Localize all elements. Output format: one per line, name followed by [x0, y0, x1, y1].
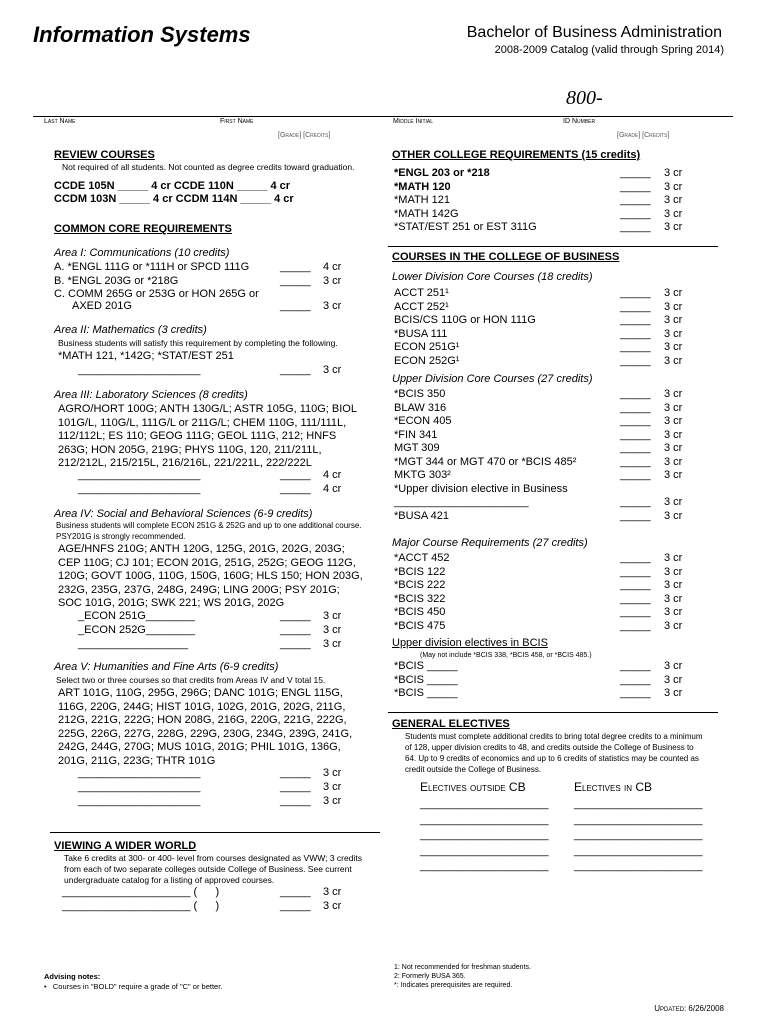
lower-grade-blank[interactable]: _____	[620, 287, 651, 299]
upper-course: MKTG 303²	[394, 469, 451, 481]
area1-course-b: B. *ENGL 203G or *218G	[54, 275, 179, 287]
area5-note: Select two or three courses so that credits from Areas IV and V total 15.	[56, 675, 326, 685]
major-credits: 3 cr	[664, 565, 683, 578]
bcis-course: *BCIS _____	[394, 673, 458, 686]
major-grade-blank[interactable]: _____	[620, 606, 651, 618]
footnote-1: 1: Not recommended for freshman students.	[394, 964, 531, 971]
bcis-grade-blank[interactable]: _____	[620, 660, 651, 672]
other-course: *MATH 120	[394, 180, 451, 193]
upper-course: *BUSA 421	[394, 509, 450, 522]
other-credits: 3 cr	[664, 167, 683, 179]
upper-course: *Upper division elective in Business	[394, 482, 568, 495]
vww-note: Take 6 credits at 300- or 400- level from courses designated as VWW; 3 credits from each of two separate colleges outside College of Business. See current undergraduate catalog for a listing of approved courses.	[64, 853, 362, 885]
updated-date: Updated: 6/26/2008	[654, 1004, 724, 1013]
other-course: *ENGL 203 or *218	[394, 167, 490, 179]
degree-title: Bachelor of Business Administration	[466, 24, 722, 41]
area2-title: Area II: Mathematics (3 credits)	[54, 324, 207, 336]
major-grade-blank[interactable]: _____	[620, 552, 651, 564]
lower-credits: 3 cr	[664, 354, 683, 367]
general-note: Students must complete additional credits to bring total degree credits to a minimum of 128, upper division credits to 48, and credits outside the College of Business to 64. Up to 9 credits of economics and up to 6 credits of statistics may be counted as credit outside the College of Business.	[405, 732, 703, 774]
major-course: *BCIS 475	[394, 619, 446, 632]
id-number-label: ID Number	[563, 118, 596, 125]
area5-crblank-3[interactable]: _____	[280, 795, 311, 807]
area4-course-1[interactable]: _ECON 251G________	[78, 610, 195, 622]
upper-grade-blank[interactable]: _____	[620, 401, 651, 414]
review-row-1: CCDE 105N _____ 4 cr CCDE 110N _____ 4 cr	[54, 180, 291, 192]
area4-course-3[interactable]: __________________	[78, 638, 189, 650]
lower-grade-blank[interactable]: _____	[620, 341, 651, 353]
area2-blank[interactable]: ____________________	[78, 364, 201, 376]
footnote-3: *: Indicates prerequisites are required.	[394, 982, 513, 989]
area5-blank-1[interactable]: ____________________	[78, 767, 201, 779]
vww-cr-1: 3 cr	[323, 886, 342, 898]
lower-credits: 3 cr	[664, 341, 683, 353]
electives-outside-blanks[interactable]: _____________________ _____________________ _____________________ _____________________ _____________________	[420, 798, 549, 872]
upper-course: *BCIS 350	[394, 388, 446, 400]
grade-credits-left: [Grade] [Credits]	[278, 132, 331, 139]
bcis-credits: 3 cr	[664, 673, 683, 686]
upper-grade-blank[interactable]: _____	[620, 388, 651, 400]
major-course: *BCIS 122	[394, 565, 446, 578]
area3-text: AGRO/HORT 100G; ANTH 130G/L; ASTR 105G, 110G; BIOL 101G/L, 110G/L, 111G/L or 211G/L; CHEM 110G, 111/111L, 112/112L; ES 110; GEOG 111G; GEOL 111G, 212; HNFS 263G; HON 205G, 219G; PHYS 110G, 120, 211/211L, 212/212L, 215/215L, 216/216L, 221/221L, 222/222L	[58, 403, 357, 470]
major-credits: 3 cr	[664, 552, 683, 564]
footnote-2: 2: Formerly BUSA 365.	[394, 973, 466, 980]
electives-in-blanks[interactable]: _____________________ _____________________ _____________________ _____________________ _____________________	[574, 798, 703, 872]
area5-crblank-2[interactable]: _____	[280, 781, 311, 793]
page-title: Information Systems	[33, 22, 251, 47]
lower-credits: 3 cr	[664, 314, 683, 326]
area5-cr-1: 3 cr	[323, 767, 342, 779]
area4-title: Area IV: Social and Behavioral Sciences (6-9 credits)	[54, 508, 313, 520]
lower-credits: 3 cr	[664, 327, 683, 340]
other-credits: 3 cr	[664, 207, 683, 220]
area4-note: Business students will complete ECON 251G & 252G and up to one additional course. PSY201G is strongly recommended.	[56, 521, 362, 541]
upper-credits: 3 cr	[664, 428, 683, 441]
area3-crblank-2[interactable]: _____	[280, 483, 311, 495]
upper-grade-blank[interactable]: _____	[620, 428, 651, 441]
last-name-label: Last Name	[44, 118, 76, 125]
bcis-course: *BCIS _____	[394, 687, 458, 699]
vww-crblank-2[interactable]: _____	[280, 900, 311, 912]
area1-cr-b: 3 cr	[323, 275, 342, 287]
area3-crblank-1[interactable]: _____	[280, 469, 311, 481]
major-credits: 3 cr	[664, 619, 683, 632]
area4-crblank-3[interactable]: _____	[280, 638, 311, 650]
upper-credits: 3 cr	[664, 442, 683, 454]
cob-title: COURSES IN THE COLLEGE OF BUSINESS	[392, 251, 620, 263]
bcis-grade-blank[interactable]: _____	[620, 687, 651, 699]
upper-grade-blank[interactable]: _____	[620, 415, 651, 427]
major-grade-blank[interactable]: _____	[620, 619, 651, 632]
area2-course: *MATH 121, *142G; *STAT/EST 251	[58, 350, 234, 362]
area1-title: Area I: Communications (10 credits)	[54, 247, 230, 259]
other-grade-blank[interactable]: _____	[620, 167, 651, 179]
upper-grade-blank[interactable]: _____	[620, 455, 651, 468]
area4-cr-2: 3 cr	[323, 624, 342, 636]
first-name-label: First Name	[220, 118, 254, 125]
area1-course-a: A. *ENGL 111G or *111H or SPCD 111G	[54, 261, 250, 273]
area5-title: Area V: Humanities and Fine Arts (6-9 credits)	[54, 661, 279, 673]
area5-crblank-1[interactable]: _____	[280, 767, 311, 779]
upper-credits: 3 cr	[664, 455, 683, 468]
area3-cr-1: 4 cr	[323, 469, 342, 481]
other-title: OTHER COLLEGE REQUIREMENTS (15 credits)	[392, 149, 641, 161]
major-grade-blank[interactable]: _____	[620, 565, 651, 578]
upper-grade-blank[interactable]: _____	[620, 509, 651, 522]
upper-credits: 3 cr	[664, 415, 683, 427]
area3-blank-1[interactable]: ____________________	[78, 469, 201, 481]
area1-course-c2: AXED 201G	[72, 300, 132, 312]
grade-credits-right: [Grade] [Credits]	[617, 132, 670, 139]
major-grade-blank[interactable]: _____	[620, 592, 651, 605]
review-note: Not required of all students. Not counted as degree credits toward graduation.	[62, 162, 355, 172]
upper-title: Upper Division Core Courses (27 credits)	[392, 373, 593, 385]
review-row-2: CCDM 103N _____ 4 cr CCDM 114N _____ 4 cr	[54, 193, 294, 205]
upper-course: ______________________	[394, 496, 529, 508]
area1-cr-a: 4 cr	[323, 261, 342, 273]
other-grade-blank[interactable]: _____	[620, 207, 651, 220]
upper-credits: 3 cr	[664, 401, 683, 414]
area4-cr-1: 3 cr	[323, 610, 342, 622]
vww-title: VIEWING A WIDER WORLD	[54, 840, 197, 852]
area5-blank-3[interactable]: ____________________	[78, 795, 201, 807]
bcis-title: Upper division electives in BCIS	[392, 637, 548, 649]
id-prefix: 800-	[566, 87, 603, 109]
other-course: *MATH 142G	[394, 207, 459, 220]
area3-blank-2[interactable]: ____________________	[78, 483, 201, 495]
other-grade-blank[interactable]: _____	[620, 221, 651, 233]
advising-bullet: • Courses in "BOLD" require a grade of "C" or better.	[44, 982, 223, 991]
upper-grade-blank[interactable]: _____	[620, 496, 651, 508]
major-course: *BCIS 450	[394, 606, 446, 618]
lower-course: ACCT 251¹	[394, 287, 449, 299]
major-credits: 3 cr	[664, 592, 683, 605]
other-credits: 3 cr	[664, 221, 683, 233]
upper-credits: 3 cr	[664, 469, 683, 481]
major-credits: 3 cr	[664, 606, 683, 618]
area3-cr-2: 4 cr	[323, 483, 342, 495]
area5-cr-3: 3 cr	[323, 795, 342, 807]
vww-crblank-1[interactable]: _____	[280, 886, 311, 898]
cob-top-rule	[388, 246, 718, 247]
core-title: COMMON CORE REQUIREMENTS	[54, 223, 232, 235]
name-line[interactable]	[33, 116, 733, 117]
other-grade-blank[interactable]: _____	[620, 180, 651, 193]
area4-crblank-1[interactable]: _____	[280, 610, 311, 622]
area3-title: Area III: Laboratory Sciences (8 credits)	[54, 389, 248, 401]
area5-blank-2[interactable]: ____________________	[78, 781, 201, 793]
upper-course: BLAW 316	[394, 401, 447, 414]
upper-grade-blank[interactable]: _____	[620, 469, 651, 481]
area1-course-c: C. COMM 265G or 253G or HON 265G or	[54, 288, 259, 300]
vww-blank-2[interactable]: _____________________ ( )	[62, 900, 220, 912]
vww-blank-1[interactable]: _____________________ ( )	[62, 886, 220, 898]
bcis-credits: 3 cr	[664, 687, 683, 699]
lower-title: Lower Division Core Courses (18 credits)	[392, 271, 593, 283]
middle-initial-label: Middle Initial	[393, 118, 434, 125]
bcis-grade-blank[interactable]: _____	[620, 673, 651, 686]
major-course: *ACCT 452	[394, 552, 450, 564]
major-title: Major Course Requirements (27 credits)	[392, 537, 588, 549]
area2-cr-blank[interactable]: _____	[280, 364, 311, 376]
major-course: *BCIS 222	[394, 579, 446, 591]
other-grade-blank[interactable]: _____	[620, 194, 651, 206]
area4-course-2[interactable]: _ECON 252G________	[78, 624, 195, 636]
area2-note: Business students will satisfy this requirement by completing the following.	[58, 338, 338, 348]
lower-course: *BUSA 111	[394, 327, 448, 340]
area5-cr-2: 3 cr	[323, 781, 342, 793]
upper-course: *MGT 344 or MGT 470 or *BCIS 485²	[394, 455, 577, 468]
other-credits: 3 cr	[664, 180, 683, 193]
area1-blank-a[interactable]: _____	[280, 261, 311, 273]
lower-course: ECON 251G¹	[394, 341, 460, 353]
lower-credits: 3 cr	[664, 287, 683, 299]
advising-title: Advising notes:	[44, 972, 101, 981]
area4-text: AGE/HNFS 210G; ANTH 120G, 125G, 201G, 202G, 203G; CEP 110G; CJ 101; ECON 201G, 251G, 252G; GEOG 112G, 120G; GOVT 100G, 110G, 150G, 160G; HLS 150; HON 203G, 232G, 235G, 237G, 248G, 249G; LING 200G; PSY 201G; SOC 101G, 201G; SWK 221; WS 201G, 202G	[58, 543, 363, 610]
bcis-course: *BCIS _____	[394, 660, 458, 672]
electives-outside-label: Electives outside CB	[420, 780, 526, 794]
upper-course: *FIN 341	[394, 428, 438, 441]
review-title: REVIEW COURSES	[54, 149, 155, 161]
major-grade-blank[interactable]: _____	[620, 579, 651, 591]
other-credits: 3 cr	[664, 194, 683, 206]
area4-cr-3: 3 cr	[323, 638, 342, 650]
lower-grade-blank[interactable]: _____	[620, 300, 651, 313]
lower-course: BCIS/CS 110G or HON 111G	[394, 314, 536, 326]
other-course: *STAT/EST 251 or EST 311G	[394, 221, 537, 233]
upper-credits: 3 cr	[664, 496, 683, 508]
major-course: *BCIS 322	[394, 592, 446, 605]
area1-blank-b[interactable]: _____	[280, 275, 311, 287]
upper-credits: 3 cr	[664, 509, 683, 522]
other-course: *MATH 121	[394, 194, 451, 206]
area1-cr-c: 3 cr	[323, 300, 342, 312]
upper-credits: 3 cr	[664, 388, 683, 400]
upper-course: *ECON 405	[394, 415, 452, 427]
area5-text: ART 101G, 110G, 295G, 296G; DANC 101G; ENGL 115G, 116G, 220G, 244G; HIST 101G, 102G, 201G, 202G, 211G, 212G, 221G, 222G; HON 208G, 216G, 220G, 221G, 222G, 225G, 226G, 227G, 228G, 229G, 230G, 234G, 239G, 241G, 242G, 244G, 270G; MUS 101G, 201G; PHIL 101G, 136G, 201G, 211G, 223G; THTR 101G	[58, 687, 353, 767]
area1-blank-c[interactable]: _____	[280, 300, 311, 312]
catalog-info: 2008-2009 Catalog (valid through Spring 2014)	[494, 44, 724, 56]
area2-cr: 3 cr	[323, 364, 342, 376]
bcis-note: (May not include *BCIS 338, *BCIS 458, or *BCIS 485.)	[420, 652, 592, 659]
vww-top-rule	[50, 832, 380, 833]
lower-grade-blank[interactable]: _____	[620, 354, 651, 367]
lower-course: ECON 252G¹	[394, 354, 460, 367]
major-credits: 3 cr	[664, 579, 683, 591]
area4-crblank-2[interactable]: _____	[280, 624, 311, 636]
lower-course: ACCT 252¹	[394, 300, 449, 313]
vww-cr-2: 3 cr	[323, 900, 342, 912]
upper-course: MGT 309	[394, 442, 440, 454]
lower-grade-blank[interactable]: _____	[620, 327, 651, 340]
lower-credits: 3 cr	[664, 300, 683, 313]
lower-grade-blank[interactable]: _____	[620, 314, 651, 326]
bcis-credits: 3 cr	[664, 660, 683, 672]
electives-in-label: Electives in CB	[574, 780, 653, 794]
general-title: GENERAL ELECTIVES	[392, 718, 510, 730]
general-top-rule	[388, 712, 718, 713]
upper-grade-blank[interactable]: _____	[620, 442, 651, 454]
